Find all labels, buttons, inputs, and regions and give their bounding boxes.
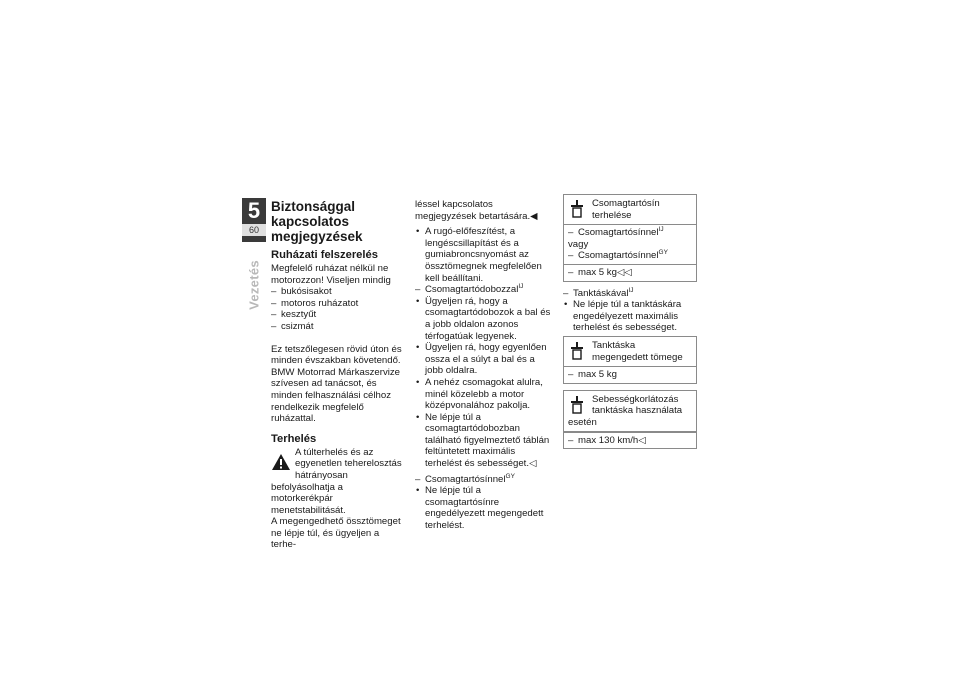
warning-block — [271, 447, 403, 517]
list-item: – motoros ruházatot — [271, 298, 403, 310]
spec-box-head: Csomagtartósín terhelése — [564, 195, 696, 225]
spec-box-head: Sebességkorlátozás tanktáska használata — [564, 391, 696, 417]
heading-load: Terhelés — [271, 432, 317, 445]
chapter-side-label: Vezetés — [246, 260, 262, 310]
rack-condition: – Csomagtartósínnel$^{GY}$ — [415, 474, 551, 486]
list-item: – csizmát — [271, 321, 403, 333]
heading-clothing: Ruházati felszerelés — [271, 249, 378, 261]
chapter-tab — [242, 198, 266, 242]
list-item: • Ügyeljen rá, hogy a csomagtartódobozok a bal és a jobb oldalon azonos térfogatúak legyenek. — [415, 296, 551, 342]
list-item: • A nehéz csomagokat alulra, minél közelebb a motor középvonalához pakolja. — [415, 377, 551, 412]
spec-box-speed-limit — [563, 390, 697, 449]
spec-box-tank-weight — [563, 336, 697, 384]
clothing-intro: Megfelelő ruházat nélkül ne motorozzon! Viseljen mindig — [271, 263, 391, 286]
spec-box-value: – max 5 kg — [564, 367, 696, 383]
list-item: • Ne lépje túl a csomagtartósínre engedélyezett megengedett terhelést. — [415, 485, 551, 531]
column-2 — [415, 199, 551, 532]
column-3 — [563, 192, 697, 455]
spec-box-rack — [563, 194, 697, 282]
weight-icon — [570, 396, 584, 414]
clothing-note: Ez tetszőlegesen rövid úton és minden évszakban követendő. BMW Motorrad Márkaszervize szívesen ad tanácsot, és minden felhasználási célhoz rendelkezik megfelelő ruházattal. — [271, 343, 402, 425]
spec-box-row: – Csomagtartósínnel$^{IJ}$ vagy – Csomagtartósínnel$^{GY}$ — [564, 225, 696, 265]
spec-box-value: – max 130 km/h◁ — [564, 432, 696, 449]
page-number: 60 — [242, 224, 266, 236]
column-1 — [271, 199, 403, 551]
load-text-continued: léssel kapcsolatos megjegyzések betartására.◀ — [415, 199, 538, 222]
list-item: – kesztyűt — [271, 309, 403, 321]
list-item: • A rugó-előfeszítést, a lengéscsillapítást és a gumiabroncsnyomást az össztömegnek megfelelően kell beállítani. — [415, 226, 551, 284]
load-text: A megengedhető össztömeget ne lépje túl, és ügyeljen a terhe- — [271, 516, 401, 551]
chapter-number: 5 — [247, 198, 261, 223]
list-item: • Ne lépje túl a csomagtartódobozban található figyelmeztető táblán feltüntetett maximális terhelést és sebességet.◁ — [415, 412, 551, 470]
weight-icon — [570, 342, 584, 360]
section-title: Biztonsággal kapcsolatos megjegyzések — [271, 199, 363, 244]
list-item: • Ne lépje túl a tanktáskára engedélyezett maximális terhelést és sebességet. — [563, 299, 697, 334]
weight-icon — [570, 200, 584, 218]
list-item: – bukósisakot — [271, 286, 403, 298]
spec-box-head: Tanktáska megengedett tömege — [564, 337, 696, 367]
warning-text: A túlterhelés és az egyenetlen teherelosztás hátrányosan befolyásolhatja a motorkerékpár menetstabilitását. — [271, 446, 402, 516]
tank-condition: – Tanktáskával$^{IJ}$ — [563, 288, 697, 300]
list-item: • Ügyeljen rá, hogy egyenlően ossza el a súlyt a bal és a jobb oldalra. — [415, 342, 551, 377]
spec-box-head-cont: esetén — [564, 417, 696, 432]
warning-triangle-icon — [271, 453, 291, 471]
case-condition: – Csomagtartódobozzal$^{IJ}$ — [415, 284, 551, 296]
spec-box-value: – max 5 kg◁◁ — [564, 265, 696, 281]
